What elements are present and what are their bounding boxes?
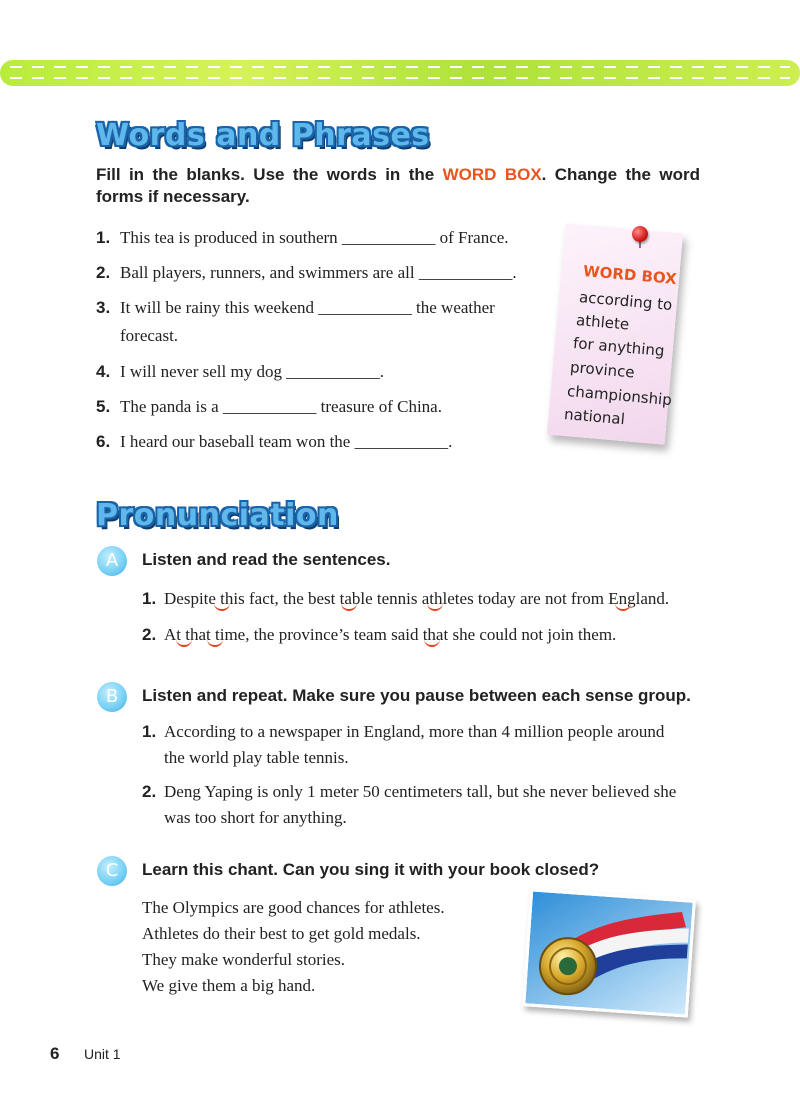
item-text: It will be rainy this weekend ___________ the weather: [120, 298, 495, 317]
item-number: 2.: [96, 263, 111, 282]
item-text: According to a newspaper in England, more than 4 million people around: [164, 722, 665, 741]
section-title-pronunciation: Pronunciation: [96, 498, 339, 533]
exercise-item-3-continued: forecast.: [120, 326, 179, 345]
item-number: 2.: [142, 625, 157, 644]
word-box-word: athlete: [575, 311, 630, 334]
word-box-word: national: [563, 405, 626, 429]
pronunciation-b-item-2-continued: was too short for anything.: [164, 808, 347, 827]
item-number: 1.: [96, 228, 111, 247]
exercise-item-5: [96, 397, 442, 417]
unit-label: Unit 1: [84, 1046, 121, 1062]
medal-photo: [522, 888, 696, 1017]
section-title-words: Words and Phrases: [96, 118, 430, 153]
chant-line: We give them a big hand.: [142, 976, 316, 995]
word-box-word: according to: [578, 288, 673, 315]
item-number: 3.: [96, 298, 111, 317]
section-marker-c: C: [97, 856, 127, 886]
item-number: 2.: [142, 782, 157, 801]
instruction-highlight: WORD BOX: [442, 165, 542, 184]
item-text: Deng Yaping is only 1 meter 50 centimeters tall, but she never believed she: [164, 782, 677, 801]
exercise-item-1: [96, 228, 509, 248]
page-number: 6: [50, 1044, 60, 1063]
chant-line: Athletes do their best to get gold medals.: [142, 924, 421, 943]
item-text: I heard our baseball team won the ___________.: [120, 432, 453, 451]
item-text: At that time, the province’s team said that she could not join them.: [164, 625, 617, 644]
item-text: The panda is a ___________ treasure of China.: [120, 397, 442, 416]
exercise-item-4: [96, 362, 384, 382]
liaison-mark: [424, 637, 440, 647]
liaison-mark: [207, 637, 223, 647]
item-text: I will never sell my dog ___________.: [120, 362, 384, 381]
liaison-mark: [615, 601, 631, 611]
item-text: Despite this fact, the best table tennis athletes today are not from England.: [164, 589, 670, 608]
item-number: 1.: [142, 589, 157, 608]
liaison-mark: [214, 601, 230, 611]
instruction-text: Fill in the blanks. Use the words in the: [96, 165, 443, 184]
item-text: This tea is produced in southern ___________ of France.: [120, 228, 509, 247]
exercise-item-2: [96, 263, 517, 283]
instruction-text-end: . Change the word forms if necessary.: [96, 165, 701, 206]
section-marker-b: B: [97, 682, 127, 712]
pronunciation-b-item-1: [142, 722, 664, 742]
section-a-title: Listen and read the sentences.: [142, 550, 391, 569]
item-number: 5.: [96, 397, 111, 416]
chant-line: They make wonderful stories.: [142, 950, 345, 969]
chant-line: The Olympics are good chances for athletes.: [142, 898, 445, 917]
word-box-title: WORD BOX: [582, 262, 678, 289]
liaison-mark: [176, 637, 192, 647]
pronunciation-b-item-1-continued: the world play table tennis.: [164, 748, 349, 767]
exercise-item-3: [96, 298, 495, 318]
item-number: 4.: [96, 362, 111, 381]
liaison-mark: [341, 601, 357, 611]
word-box-word: championship: [566, 382, 673, 410]
section-b-title: Listen and repeat. Make sure you pause between each sense group.: [142, 686, 691, 705]
word-box-word: for anything: [572, 334, 666, 360]
words-instruction: [96, 164, 700, 208]
item-number: 6.: [96, 432, 111, 451]
pushpin-icon: [632, 226, 648, 242]
word-box-word: province: [569, 358, 636, 382]
gold-medal-icon: [525, 892, 692, 1015]
section-c-title: Learn this chant. Can you sing it with your book closed?: [142, 860, 600, 879]
decorative-banner: [0, 60, 800, 86]
item-text: Ball players, runners, and swimmers are all ___________.: [120, 263, 517, 282]
liaison-mark: [427, 601, 443, 611]
section-marker-a: A: [97, 546, 127, 576]
item-number: 1.: [142, 722, 157, 741]
exercise-item-6: [96, 432, 452, 452]
pronunciation-b-item-2: [142, 782, 676, 802]
